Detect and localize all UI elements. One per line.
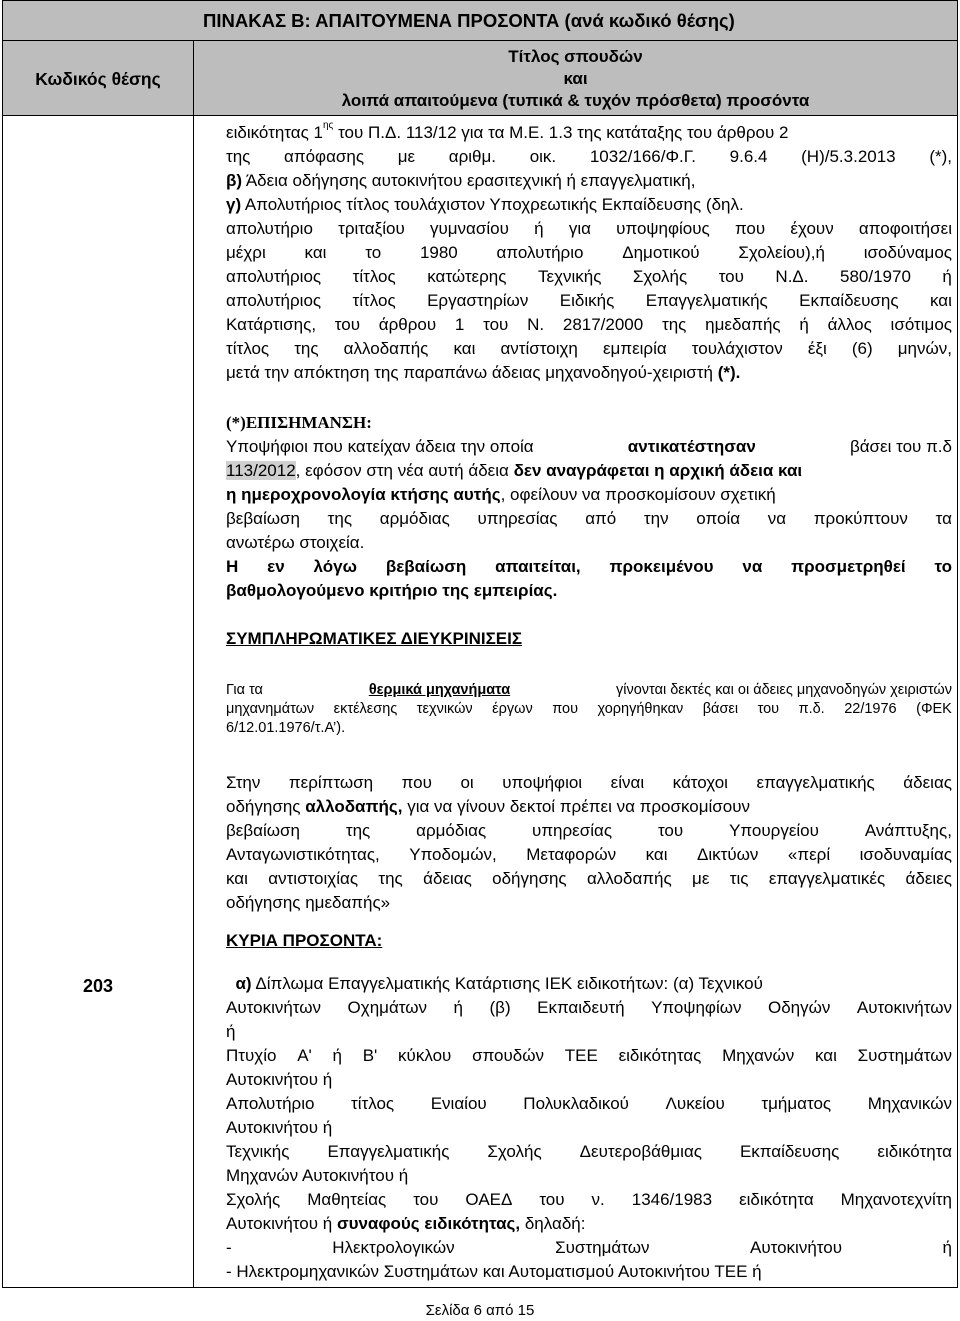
clarifications-text [226,681,952,738]
note-section [226,411,952,603]
req-line: απολυτήριος τίτλος Εργαστηρίων Ειδικής Επαγγελματικής Εκπαίδευσης και [226,291,952,310]
req-line: απολυτήριος τίτλος κατώτερης Τεχνικής Σχολής του Ν.Δ. 580/1970 ή [226,267,952,286]
foreign-line [226,795,952,819]
qual-line [226,1212,952,1236]
qual-line: - Ηλεκτρομηχανικών Συστημάτων και Αυτοματισμού Αυτοκινήτου ΤΕΕ ή [226,1262,762,1281]
note-line: βαθμολογούμενο κριτήριο της εμπειρίας. [226,581,558,600]
note-text: , εφόσον στη νέα αυτή άδεια [295,461,509,480]
qual-text: δηλαδή: [520,1214,586,1233]
foreign-license-section [226,771,952,915]
qual-line: Απολυτήριο τίτλος Ενιαίου Πολυκλαδικού Λυκείου τμήματος Μηχανικών [226,1094,952,1113]
foreign-line: Στην περίπτωση που οι υποψήφιοι είναι κάτοχοι επαγγελματικής άδειας [226,773,952,792]
note-line [226,435,952,459]
note-line: Η εν λόγω βεβαίωση απαιτείται, προκειμένου να προσμετρηθεί το [226,557,952,576]
column-divider [193,41,194,1287]
req-line [226,121,952,145]
qual-line: ή [226,1022,236,1041]
note-heading: (*)ΕΠΙΣΗΜΑΝΣΗ: [226,413,372,432]
req-line: τίτλος της αλλοδαπής και αντίστοιχη εμπειρία τουλάχιστον έξι (6) μηνών, [226,339,952,358]
req-bullet: γ) [226,195,242,214]
qual-line: - Ηλεκτρολογικών Συστημάτων Αυτοκινήτου ή [226,1238,952,1257]
qual-line: Αυτοκινήτου ή [226,1070,333,1089]
foreign-emphasis: αλλοδαπής, [305,797,403,816]
req-line [226,361,952,385]
qual-line: Τεχνικής Επαγγελματικής Σχολής Δευτεροβάθμιας Εκπαίδευσης ειδικότητα [226,1142,952,1161]
req-text: μετά την απόκτηση της παραπάνω άδειας μηχανοδηγού-χειριστή [226,363,713,382]
clarification-text: Για τα [226,682,263,698]
req-line [226,169,952,193]
clarification-line [226,681,952,700]
foreign-text: για να γίνουν δεκτοί πρέπει να προσκομίσουν [407,797,751,816]
header-title-line1: Τίτλος σπουδών [508,47,643,66]
page-footer: Σελίδα 6 από 15 [425,1302,535,1319]
clarification-line: μηχανημάτων εκτέλεσης τεχνικών έργων που χορηγήθηκαν βάσει του π.δ. 22/1976 (ΦΕΚ [226,701,952,717]
clarification-text: γίνονται δεκτές και οι άδειες μηχανοδηγών χειριστών [616,682,952,698]
foreign-line: βεβαίωση της αρμόδιας υπηρεσίας του Υπουργείου Ανάπτυξης, [226,821,952,840]
req-text: ειδικότητας 1 [226,123,323,142]
req-line [226,193,952,217]
qual-line: Σχολής Μαθητείας του ΟΑΕΔ του ν. 1346/1983 ειδικότητα Μηχανοτεχνίτη [226,1190,952,1209]
main-qualifications-heading: ΚΥΡΙΑ ΠΡΟΣΟΝΤΑ: [226,931,383,950]
qual-line [226,972,952,996]
note-text: βάσει του π.δ [849,437,952,456]
note-line [226,483,952,507]
qual-line: Μηχανών Αυτοκινήτου ή [226,1166,409,1185]
clarification-line: 6/12.01.1976/τ.Α’). [226,720,346,736]
req-text: του Π.Δ. 113/12 για τα Μ.Ε. 1.3 της κατάταξης του άρθρου 2 [333,123,789,142]
main-qualifications-list [226,972,952,1284]
req-bullet: β) [226,171,243,190]
note-line: βεβαίωση της αρμόδιας υπηρεσίας από την οποία να προκύπτουν τα [226,509,952,528]
foreign-line: και αντιστοιχίας της άδειας οδήγησης αλλοδαπής με τις επαγγελματικές άδειες [226,869,952,888]
position-code: 203 [82,976,114,996]
foreign-line: οδήγησης ημεδαπής» [226,893,391,912]
req-asterisk: (*). [712,363,741,382]
qual-text: Αυτοκινήτου ή [226,1214,333,1233]
main-qualifications-section [226,929,952,953]
qual-line: Αυτοκινήτων Οχημάτων ή (β) Εκπαιδευτή Υποψηφίων Οδηγών Αυτοκινήτων [226,998,952,1017]
qual-text: Δίπλωμα Επαγγελματικής Κατάρτισης ΙΕΚ ειδικοτήτων: (α) Τεχνικού [255,974,763,993]
clarifications-heading: ΣΥΜΠΛΗΡΩΜΑΤΙΚΕΣ ΔΙΕΥΚΡΙΝΙΣΕΙΣ [226,629,523,648]
header-title-column [194,46,957,112]
header-title-line2: και [563,69,588,88]
clarification-emphasis: θερμικά μηχανήματα [368,682,511,698]
qual-emphasis: συναφούς ειδικότητας, [336,1214,521,1233]
qual-line: Πτυχίο Α' ή Β' κύκλου σπουδών ΤΕΕ ειδικότητας Μηχανών και Συστημάτων [226,1046,952,1065]
note-line: ανωτέρω στοιχεία. [226,533,365,552]
req-text: Απολυτήριος τίτλος τουλάχιστον Υποχρεωτικής Εκπαίδευσης (δηλ. [241,195,744,214]
clarifications-section [226,627,952,651]
note-text: Υποψήφιοι που κατείχαν άδεια την οποία [226,437,534,456]
req-line: μέχρι και το 1980 απολυτήριο Δημοτικού Σχολείου),ή ισοδύναμος [226,243,952,262]
note-line [226,459,952,483]
header-title-line3: λοιπά απαιτούμενα (τυπικά & τυχόν πρόσθετα) προσόντα [341,91,810,110]
header-code-column: Κωδικός θέσης [35,69,161,89]
qual-line: Αυτοκινήτου ή [226,1118,333,1137]
table-header-row [3,41,957,116]
foreign-text: οδήγησης [226,797,301,816]
req-line: απολυτήριο τριταξίου γυμνασίου ή για υποψηφίους που έχουν αποφοιτήσει [226,219,952,238]
req-line: της απόφασης με αριθμ. οικ. 1032/166/Φ.Γ. 9.6.4 (Η)/5.3.2013 (*), [226,147,952,166]
note-highlight: 113/2012 [226,461,296,480]
qual-bullet: α) [235,974,252,993]
note-emphasis: δεν αναγράφεται η αρχική άδεια και [513,461,803,480]
req-line: Κατάρτισης, του άρθρου 1 του Ν. 2817/2000 της ημεδαπής ή άλλος ισότιμος [226,315,952,334]
requirements-text [226,121,952,385]
note-text: , οφείλουν να προσκομίσουν σχετική [500,485,776,504]
req-superscript: ης [322,120,334,131]
table-title-row [3,1,957,41]
foreign-line: Ανταγωνιστικότητας, Υποδομών, Μεταφορών και Δικτύων «περί ισοδυναμίας [226,845,952,864]
note-emphasis: αντικατέστησαν [627,437,756,456]
table-title: ΠΙΝΑΚΑΣ Β: ΑΠΑΙΤΟΥΜΕΝΑ ΠΡΟΣΟΝΤΑ (ανά κωδικό θέσης) [203,10,735,31]
req-text: Άδεια οδήγησης αυτοκινήτου ερασιτεχνική ή επαγγελματική, [242,171,696,190]
note-emphasis: η ημερoχρονολογία κτήσης αυτής [226,485,501,504]
